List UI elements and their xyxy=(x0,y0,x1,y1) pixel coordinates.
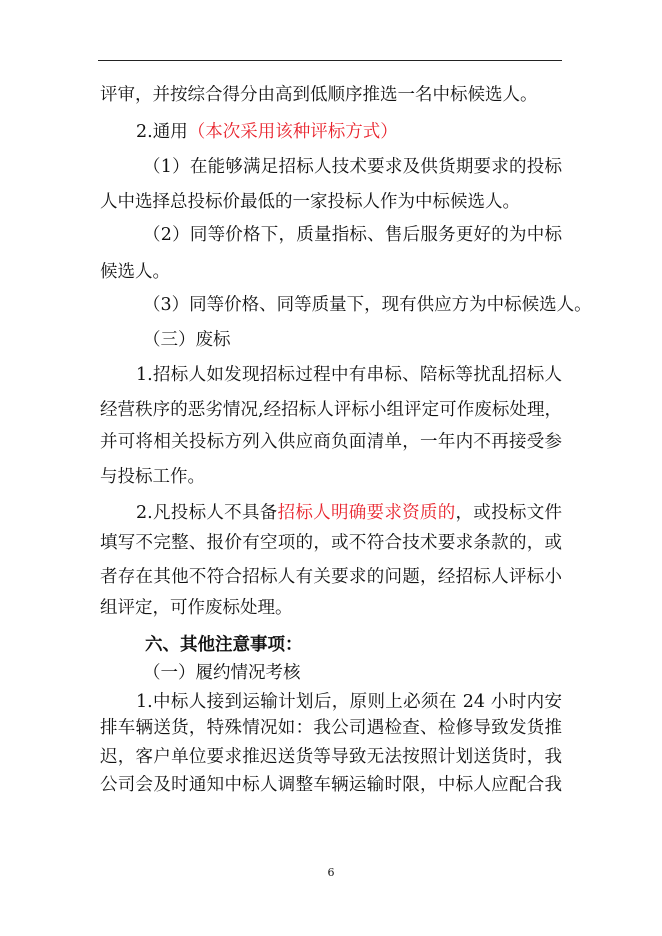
text-segment: 者存在其他不符合招标人有关要求的问题，经招标人评标小 xyxy=(100,567,562,587)
text-segment: （1）在能够满足招标人技术要求及供货期要求的投标 xyxy=(143,157,562,177)
text-segment: （2）同等价格下，质量指标、售后服务更好的为中标 xyxy=(143,225,562,245)
text-line xyxy=(100,565,562,589)
text-segment: 经营秩序的恶劣情况,经招标人评标小组评定可作废标处理， xyxy=(100,400,562,420)
text-segment: 2.通用 xyxy=(136,122,188,142)
text-line xyxy=(100,716,562,740)
highlighted-text: （本次采用该种评标方式） xyxy=(187,122,398,142)
text-segment: 六、其他注意事项： xyxy=(145,635,303,655)
text-line xyxy=(100,745,562,769)
text-line xyxy=(100,260,170,284)
text-segment: 1.招标人如发现招标过程中有串标、陪标等扰乱招标人 xyxy=(136,365,562,385)
text-segment: 公司会及时通知中标人调整车辆运输时限，中标人应配合我 xyxy=(100,775,562,795)
text-line xyxy=(136,690,562,714)
text-segment: 排车辆送货，特殊情况如：我公司遇检查、检修导致发货推 xyxy=(100,718,562,738)
text-line xyxy=(143,155,562,179)
text-line xyxy=(100,531,562,555)
text-line xyxy=(100,398,562,422)
text-segment: 并可将相关投标方列入供应商负面清单，一年内不再接受参 xyxy=(100,432,562,452)
text-segment: ，或投标文件 xyxy=(455,503,563,523)
section-heading xyxy=(145,633,303,657)
text-segment: 填写不完整、报价有空项的，或不符合技术要求条款的，或 xyxy=(100,533,562,553)
text-line xyxy=(143,223,562,247)
text-segment: 候选人。 xyxy=(100,262,170,282)
page-number: 6 xyxy=(327,866,335,879)
text-line xyxy=(100,465,205,489)
text-line xyxy=(100,773,562,797)
text-segment: 组评定，可作废标处理。 xyxy=(100,598,293,618)
text-line xyxy=(100,190,520,214)
text-segment: 2.凡投标人不具备 xyxy=(136,503,278,523)
text-segment: 1.中标人接到运输计划后，原则上必须在 24 小时内安 xyxy=(136,692,562,712)
text-line xyxy=(100,596,293,620)
text-line xyxy=(136,120,398,144)
text-line xyxy=(143,328,231,352)
text-line xyxy=(143,661,301,685)
text-line xyxy=(143,293,592,317)
text-segment: 与投标工作。 xyxy=(100,467,205,487)
header-rule xyxy=(98,60,562,61)
text-segment: （一）履约情况考核 xyxy=(143,663,301,683)
text-line xyxy=(136,501,562,525)
text-line xyxy=(100,430,562,454)
highlighted-text: 招标人明确要求资质的 xyxy=(277,503,456,523)
text-segment: 迟，客户单位要求推迟送货等导致无法按照计划送货时，我 xyxy=(100,747,562,767)
text-segment: 评审，并按综合得分由高到低顺序推选一名中标候选人。 xyxy=(100,85,538,105)
text-segment: 人中选择总投标价最低的一家投标人作为中标候选人。 xyxy=(100,192,520,212)
text-line xyxy=(100,83,538,107)
text-line xyxy=(136,363,562,387)
text-segment: （3）同等价格、同等质量下，现有供应方为中标候选人。 xyxy=(143,295,592,315)
text-segment: （三）废标 xyxy=(143,330,231,350)
